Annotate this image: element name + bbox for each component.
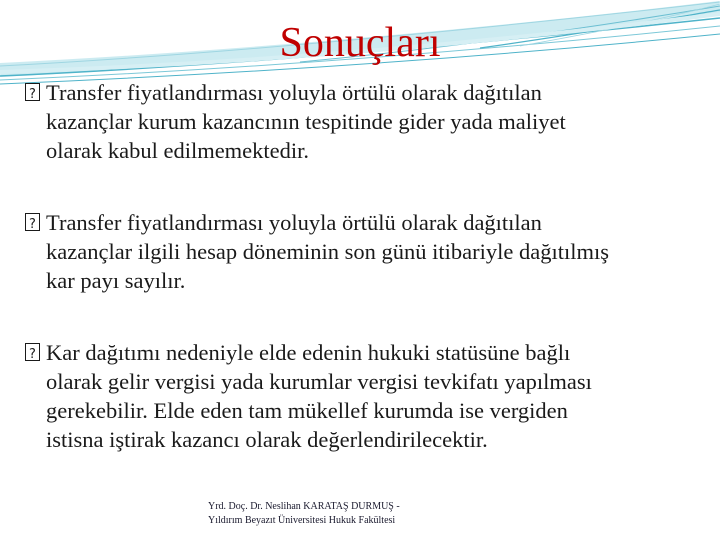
bullet-glyph-icon (25, 213, 40, 231)
bullet-glyph-icon (25, 343, 40, 361)
bullet-item (25, 78, 695, 165)
footer-line-institution: Yıldırım Beyazıt Üniversitesi Hukuk Fakültesi (208, 515, 396, 526)
bullet-item (25, 338, 695, 454)
bullet-text: Transfer fiyatlandırması yoluyla örtülü olarak dağıtılan kazançlar kurum kazancının tespitinde gider yada maliyet olarak kabul edilmemektedir. (46, 80, 566, 163)
bullet-text: Transfer fiyatlandırması yoluyla örtülü olarak dağıtılan kazançlar ilgili hesap döneminin son günü itibariyle dağıtılmış kar payı sayılır. (46, 210, 610, 293)
bullet-glyph-icon (25, 83, 40, 101)
bullet-item (25, 208, 695, 295)
slide-title (0, 18, 720, 68)
footer-author (208, 500, 400, 528)
bullet-list (25, 78, 695, 454)
footer-line-author: Yrd. Doç. Dr. Neslihan KARATAŞ DURMUŞ - (208, 501, 400, 512)
slide-title-text: Sonuçları (279, 20, 441, 66)
bullet-text: Kar dağıtımı nedeniyle elde edenin hukuki statüsüne bağlı olarak gelir vergisi yada kurumlar vergisi tevkifatı yapılması gerekebilir. Elde eden tam mükellef kurumda ise vergiden istisna iştirak kazancı olarak değerlendirilecektir. (46, 340, 592, 452)
